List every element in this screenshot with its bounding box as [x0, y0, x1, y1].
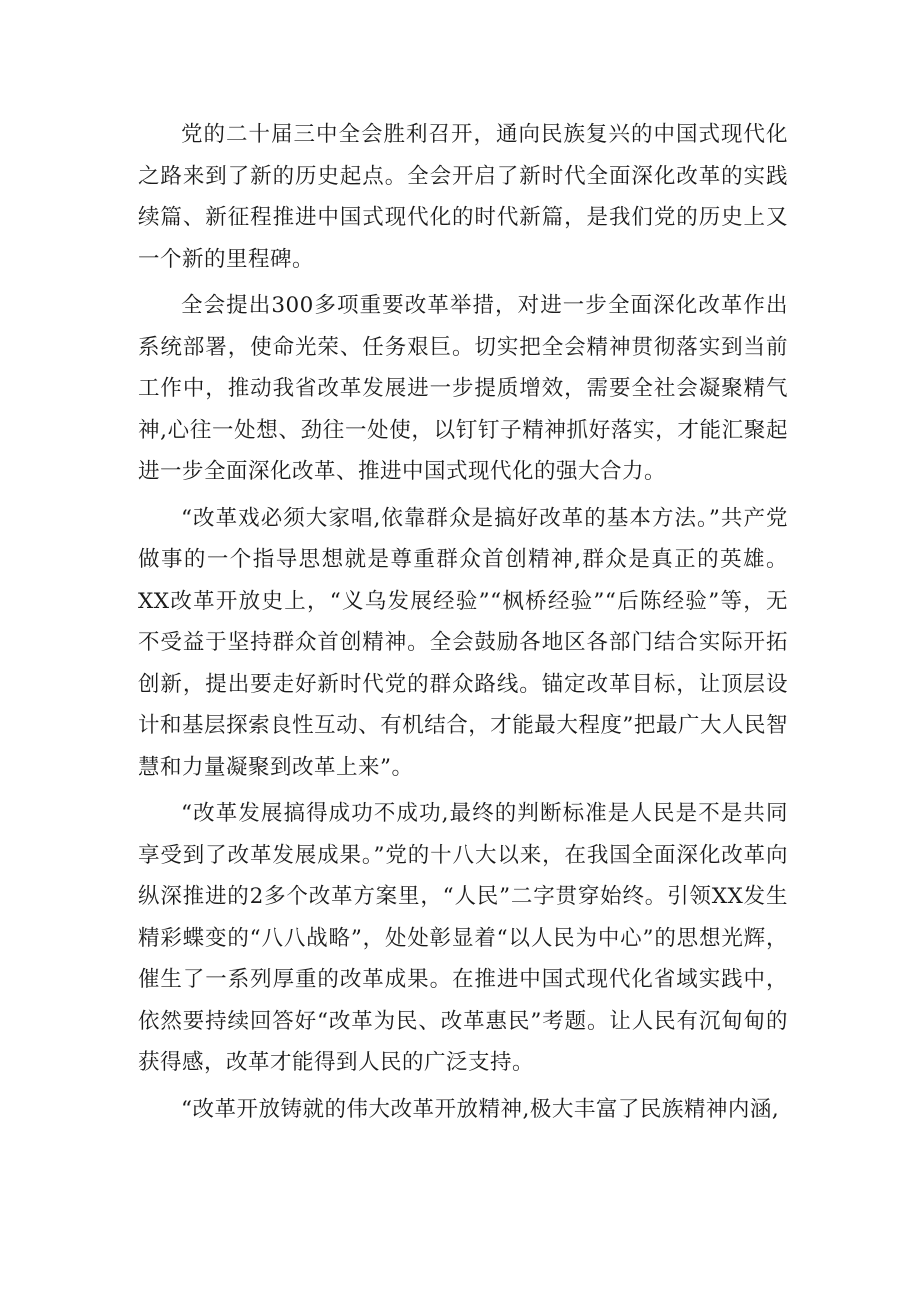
paragraph-2: 全会提出300多项重要改革举措，对进一步全面深化改革作出系统部署，使命光荣、任务艰巨。切实把全会精神贯彻落实到当前工作中，推动我省改革发展进一步提质增效，需要全社会凝聚精气神,心往一处想、劲往一处使，以钉钉子精神抓好落实，才能汇聚起进一步全面深化改革、推进中国式现代化的强大合力。 — [138, 293, 788, 484]
paragraph-5: “改革开放铸就的伟大改革开放精神,极大丰富了民族精神内涵, — [181, 1096, 780, 1122]
article-body — [138, 114, 788, 1135]
paragraph-1: 党的二十届三中全会胜利召开，通向民族复兴的中国式现代化之路来到了新的历史起点。全会开启了新时代全面深化改革的实践续篇、新征程推进中国式现代化的时代新篇，是我们党的历史上又一个新的里程碑。 — [138, 122, 788, 272]
paragraph-3: “改革戏必须大家唱,依靠群众是搞好改革的基本方法。”共产党做事的一个指导思想就是尊重群众首创精神,群众是真正的英雄。XX改革开放史上，“义乌发展经验”“枫桥经验”“后陈经验”等，无不受益于坚持群众首创精神。全会鼓励各地区各部门结合实际开拓创新，提出要走好新时代党的群众路线。锚定改革目标，让顶层设计和基层探索良性互动、有机结合，才能最大程度”把最广大人民智慧和力量凝聚到改革上来”。 — [138, 505, 788, 780]
paragraph-4: “改革发展搞得成功不成功,最终的判断标准是人民是不是共同享受到了改革发展成果。”党的十八大以来，在我国全面深化改革向纵深推进的2多个改革方案里，“人民”二字贯穿始终。引领XX发生精彩蝶变的“八八战略”，处处彰显着“以人民为中心”的思想光辉，催生了一系列厚重的改革成果。在推进中国式现代化省域实践中，依然要持续回答好“改革为民、改革惠民”考题。让人民有沉甸甸的获得感，改革才能得到人民的广泛支持。 — [138, 801, 788, 1075]
